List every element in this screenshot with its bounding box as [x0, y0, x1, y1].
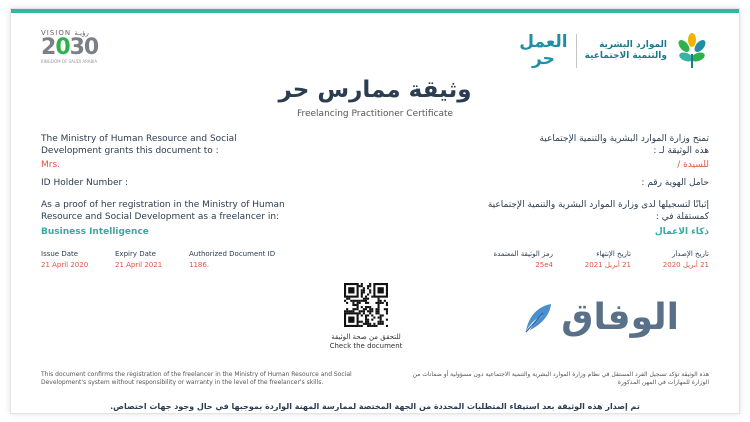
recipient-title-en: Mrs.: [41, 160, 61, 170]
footer-note: تم إصدار هذه الوثيقة بعد استيفاء المتطلبات المحددة من الجهة المختصة لممارسة المهنة الواردة بموجبها في حال وجود جهات اختصاص.: [110, 402, 640, 411]
document-code-ar: رمز الوثيقة المعتمدة 25e4: [493, 250, 553, 269]
id-holder-label-en: ID Holder Number :: [41, 178, 129, 188]
proof-text-ar: إثباتًا لتسجيلها لدى وزارة الموارد البشرية والتنمية الإجتماعية كمستقلة في :: [487, 200, 709, 222]
disclaimer-en: This document confirms the registration of the freelancer in the Ministry of Human Resource and Social Development's system without responsibility or warranty in the level of the freelancer's skills.: [41, 371, 352, 386]
recipient-title-ar: للسيدة /: [677, 160, 709, 170]
proof-text-en: As a proof of her registration in the Ministry of Human Resource and Social Development as a freelancer in:: [41, 200, 285, 222]
ministry-emblem-icon: [675, 32, 709, 70]
field-ar: ذكاء الاعمال: [654, 227, 709, 237]
title-arabic: وثيقة ممارس حر: [278, 77, 472, 103]
vision-year: 2030: [41, 35, 99, 60]
issue-date-ar: تاريخ الإصدار 21 أبريل 2020: [662, 250, 709, 269]
vision-2030-logo: [41, 29, 111, 73]
watermark-text: الوفاق: [561, 297, 679, 338]
ministry-name: الموارد البشرية والتنمية الاجتماعية: [584, 40, 667, 61]
vision-label: VISION رؤيـة: [41, 29, 89, 37]
expiry-date-ar: تاريخ الإنتهاء 21 أبريل 2021: [584, 250, 631, 269]
issue-date-en: Issue Date 21 April 2020: [41, 250, 89, 269]
certificate: [10, 8, 740, 414]
top-accent-bar: [11, 9, 739, 13]
id-holder-label-ar: حامل الهوية رقم :: [641, 178, 709, 188]
watermark: [521, 297, 679, 338]
grants-text-en: The Ministry of Human Resource and Social Development grants this document to :: [41, 134, 237, 156]
authorized-doc-id-en: Authorized Document ID 1186.: [189, 250, 276, 269]
grants-text-ar: تمنح وزارة الموارد البشرية والتنمية الإجتماعية هذه الوثيقة لـ :: [539, 134, 709, 156]
logo-divider: [576, 34, 577, 68]
qr-code[interactable]: [344, 283, 388, 327]
qr-caption: للتحقق من صحة الوثيقة Check the document: [329, 333, 403, 350]
freelance-logo: العمل حر: [519, 32, 568, 69]
vision-subtitle: KINGDOM OF SAUDI ARABIA: [41, 59, 98, 64]
disclaimer-ar: هذه الوثيقة تؤكد تسجيل الفرد المستقل في نظام وزارة الموارد البشرية والتنمية الاجتماعية دون مسؤولية أو ضمانات من الوزارة للمهارات في المهن المذكورة: [412, 371, 709, 386]
ministry-logo-group: [519, 29, 709, 73]
title-english: Freelancing Practitioner Certificate: [296, 109, 454, 119]
field-en: Business Intelligence: [41, 227, 149, 237]
expiry-date-en: Expiry Date 21 April 2021: [115, 250, 163, 269]
feather-icon: [521, 301, 555, 335]
